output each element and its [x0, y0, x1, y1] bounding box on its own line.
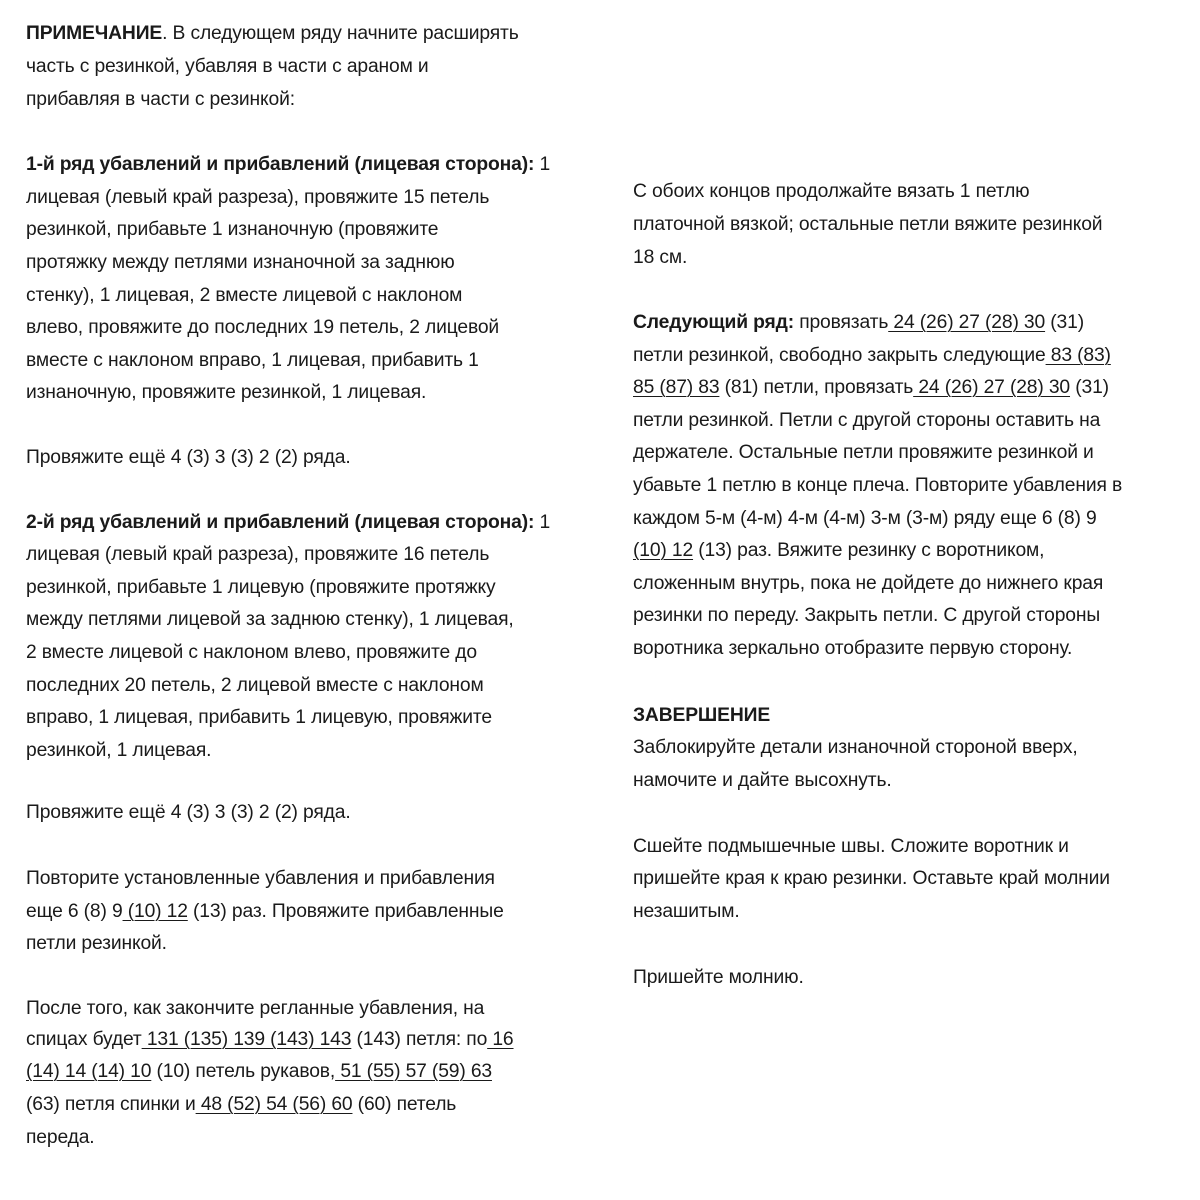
row1-line-3: резинкой, прибавьте 1 изнаночную (провяжите: [26, 219, 439, 240]
sew-line-2: пришейте края к краю резинки. Оставьте край молнии: [633, 868, 1110, 889]
repeat-rows-1: Провяжите ещё 4 (3) 3 (3) 2 (2) ряда.: [26, 447, 351, 468]
repeat-line-2: еще 6 (8) 9 (10) 12 (13) раз. Провяжите прибавленные: [26, 901, 504, 922]
row2-line-1: 2-й ряд убавлений и прибавлений (лицевая сторона): 1: [26, 512, 551, 533]
after-line-5: переда.: [26, 1127, 95, 1148]
edge-line-3: 18 см.: [633, 247, 688, 268]
note-line-2: часть с резинкой, убавляя в части с араном и: [26, 56, 429, 77]
size-values: (10) 12: [633, 540, 694, 561]
row2-line-2: лицевая (левый край разреза), провяжите 16 петель: [26, 544, 490, 565]
finish-heading: ЗАВЕРШЕНИЕ: [633, 705, 771, 726]
row2-label: 2-й ряд убавлений и прибавлений (лицевая сторона):: [26, 512, 535, 533]
size-values: 24 (26) 27 (28) 30: [913, 377, 1071, 398]
after-line-2: спицах будет 131 (135) 139 (143) 143 (143) петля: по 16: [26, 1029, 514, 1050]
next-line-3: 85 (87) 83 (81) петли, провязать 24 (26) 27 (28) 30 (31): [633, 377, 1109, 398]
size-values: 48 (52) 54 (56) 60: [195, 1094, 353, 1115]
note-line-3: прибавляя в части с резинкой:: [26, 89, 295, 110]
size-values: (10) 12: [122, 901, 188, 922]
row1-label: 1-й ряд убавлений и прибавлений (лицевая сторона):: [26, 154, 535, 175]
row1-line-2: лицевая (левый край разреза), провяжите 15 петель: [26, 187, 490, 208]
size-values: 83 (83): [1045, 345, 1111, 366]
repeat-line-3: петли резинкой.: [26, 933, 167, 954]
row2-line-6: последних 20 петель, 2 лицевой вместе с наклоном: [26, 675, 484, 696]
row2-line-5: 2 вместе лицевой с наклоном влево, провяжите до: [26, 642, 477, 663]
finish-line-2: намочите и дайте высохнуть.: [633, 770, 892, 791]
row2-line-3: резинкой, прибавьте 1 лицевую (провяжите протяжку: [26, 577, 496, 598]
repeat-line-1: Повторите установленные убавления и прибавления: [26, 868, 495, 889]
row1-line-6: влево, провяжите до последних 19 петель, 2 лицевой: [26, 317, 500, 338]
after-line-4: (63) петля спинки и 48 (52) 54 (56) 60 (60) петель: [26, 1094, 457, 1115]
sew-line-3: незашитым.: [633, 901, 740, 922]
next-line-4: петли резинкой. Петли с другой стороны оставить на: [633, 410, 1101, 431]
row1-line-8: изнаночную, провяжите резинкой, 1 лицевая.: [26, 382, 427, 403]
zip-line: Пришейте молнию.: [633, 967, 804, 988]
size-values: (14) 14 (14) 10: [26, 1061, 152, 1082]
next-line-11: воротника зеркально отобразите первую сторону.: [633, 638, 1073, 659]
row1-line-5: стенку), 1 лицевая, 2 вместе лицевой с наклоном: [26, 285, 463, 306]
next-line-2: петли резинкой, свободно закрыть следующие 83 (83): [633, 345, 1111, 366]
size-values: 51 (55) 57 (59) 63: [335, 1061, 492, 1082]
note-label: ПРИМЕЧАНИЕ: [26, 23, 163, 44]
row1-line-1: 1-й ряд убавлений и прибавлений (лицевая сторона): 1: [26, 154, 551, 175]
row2-line-7: вправо, 1 лицевая, прибавить 1 лицевую, провяжите: [26, 707, 492, 728]
sew-line-1: Сшейте подмышечные швы. Сложите воротник и: [633, 836, 1069, 857]
repeat-rows-2: Провяжите ещё 4 (3) 3 (3) 2 (2) ряда.: [26, 802, 351, 823]
next-line-10: резинки по переду. Закрыть петли. С другой стороны: [633, 605, 1101, 626]
next-line-5: держателе. Остальные петли провяжите резинкой и: [633, 442, 1094, 463]
next-line-7: каждом 5-м (4-м) 4-м (4-м) 3-м (3-м) ряду еще 6 (8) 9: [633, 508, 1097, 529]
next-line-8: (10) 12 (13) раз. Вяжите резинку с воротником,: [633, 540, 1045, 561]
next-line-6: убавьте 1 петлю в конце плеча. Повторите убавления в: [633, 475, 1123, 496]
edge-line-1: С обоих концов продолжайте вязать 1 петлю: [633, 181, 1030, 202]
finish-line-1: Заблокируйте детали изнаночной стороной вверх,: [633, 737, 1078, 758]
row2-line-4: между петлями лицевой за заднюю стенку), 1 лицевая,: [26, 609, 514, 630]
size-values: 131 (135) 139 (143) 143: [141, 1029, 352, 1050]
after-line-3: (14) 14 (14) 10 (10) петель рукавов, 51 (55) 57 (59) 63: [26, 1061, 492, 1082]
next-line-9: сложенным внутрь, пока не дойдете до нижнего края: [633, 573, 1104, 594]
next-line-1: Следующий ряд: провязать 24 (26) 27 (28) 30 (31): [633, 312, 1084, 333]
note-line-1: ПРИМЕЧАНИЕ. В следующем ряду начните расширять: [26, 23, 519, 44]
size-values: 16: [487, 1029, 514, 1050]
size-values: 24 (26) 27 (28) 30: [888, 312, 1046, 333]
next-row-label: Следующий ряд:: [633, 312, 794, 333]
after-line-1: После того, как закончите регланные убавления, на: [26, 998, 485, 1019]
size-values: 85 (87) 83: [633, 377, 720, 398]
edge-line-2: платочной вязкой; остальные петли вяжите резинкой: [633, 214, 1103, 235]
row2-line-8: резинкой, 1 лицевая.: [26, 740, 212, 761]
row1-line-4: протяжку между петлями изнаночной за заднюю: [26, 252, 455, 273]
row1-line-7: вместе с наклоном вправо, 1 лицевая, прибавить 1: [26, 350, 479, 371]
